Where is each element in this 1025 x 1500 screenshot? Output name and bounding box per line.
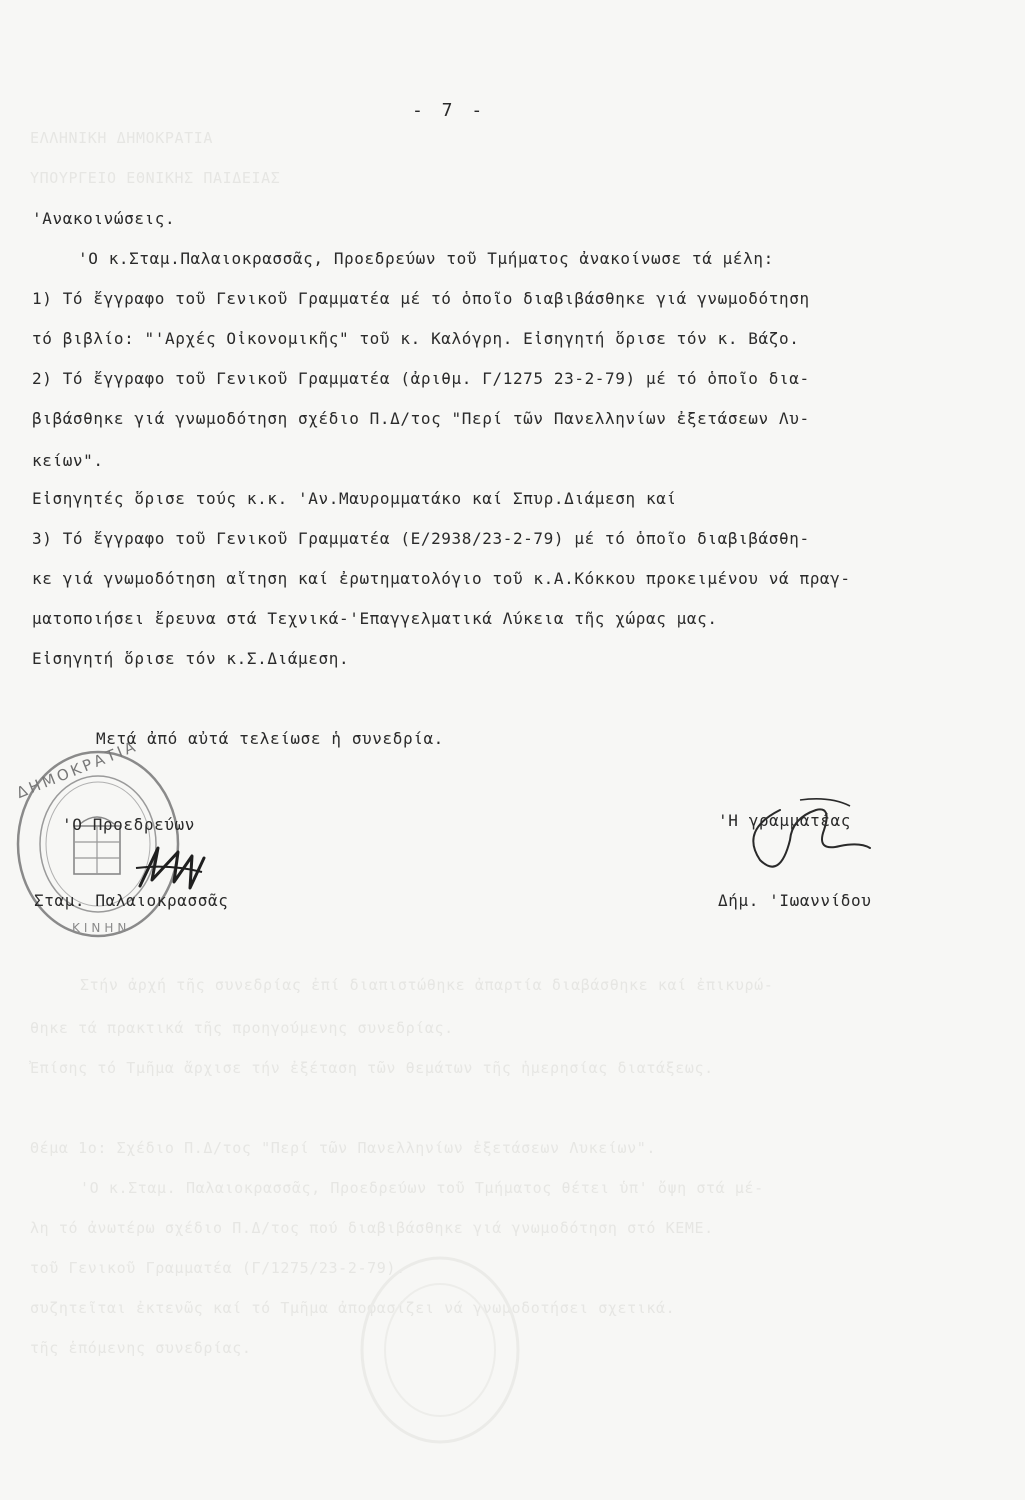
text-line: κε γιά γνωμοδότηση αἴτηση καί ἐρωτηματολόγιο τοῦ κ.Α.Κόκκου προκειμένου νά πραγ-: [32, 569, 851, 588]
secretary-signature-icon: [720, 790, 890, 890]
bleed-through: θηκε τά πρακτικά τῆς προηγούμενης συνεδρίας.: [30, 1019, 454, 1037]
text-line: βιβάσθηκε γιά γνωμοδότηση σχέδιο Π.Δ/τος "Περί τῶν Πανελληνίων ἐξετάσεων Λυ-: [32, 409, 810, 428]
secretary-title: 'Η γραμματέας: [718, 811, 852, 830]
svg-text:ΚΙΝΗΝ: ΚΙΝΗΝ: [72, 921, 131, 935]
bleed-through: λη τό ἀνωτέρω σχέδιο Π.Δ/τος πού διαβιβάσθηκε γιά γνωμοδότηση στό ΚΕΜΕ.: [30, 1219, 714, 1237]
secretary-name: Δήμ. 'Ιωαννίδου: [718, 891, 872, 910]
text-line: τό βιβλίο: "'Αρχές Οἰκονομικῆς" τοῦ κ. Καλόγρη. Εἰσηγητή ὅρισε τόν κ. Βάζο.: [32, 329, 800, 348]
presiding-name: Σταμ. Παλαιοκρασσᾶς: [34, 891, 229, 910]
text-line: κείων".: [32, 451, 104, 470]
bleed-through: συζητεῖται ἐκτενῶς καί τό Τμῆμα ἀποφασίζει νά γνωμοδοτήσει σχετικά.: [30, 1299, 676, 1317]
bleed-through: ΥΠΟΥΡΓΕΙΟ ΕΘΝΙΚΗΣ ΠΑΙΔΕΙΑΣ: [30, 169, 281, 187]
text-line: 1) Τό ἔγγραφο τοῦ Γενικοῦ Γραμματέα μέ τό ὁποῖο διαβιβάσθηκε γιά γνωμοδότηση: [32, 289, 810, 308]
bleed-through: τῆς ἑπόμενης συνεδρίας.: [30, 1339, 252, 1357]
page-number: - 7 -: [412, 100, 487, 121]
bleed-through: Στήν ἀρχή τῆς συνεδρίας ἐπί διαπιστώθηκε ἀπαρτία διαβάσθηκε καί ἐπικυρώ-: [80, 976, 774, 994]
presiding-signature-icon: [130, 838, 250, 898]
bleed-through: 'Ο κ.Σταμ. Παλαιοκρασσᾶς, Προεδρεύων τοῦ Τμήματος θέτει ὑπ' ὄψη στά μέ-: [80, 1179, 764, 1197]
bleed-through-seal: [355, 1250, 525, 1450]
bleed-through: Ἐπίσης τό Τμῆμα ἄρχισε τήν ἐξέταση τῶν θεμάτων τῆς ἡμερησίας διατάξεως.: [30, 1059, 714, 1077]
svg-text:ΔΗΜΟΚΡΑΤΙΑ: ΔΗΜΟΚΡΑΤΙΑ: [13, 736, 141, 802]
text-line: 2) Τό ἔγγραφο τοῦ Γενικοῦ Γραμματέα (ἀριθμ. Γ/1275 23-2-79) μέ τό ὁποῖο δια-: [32, 369, 810, 388]
text-line: Εἰσηγητή ὅρισε τόν κ.Σ.Διάμεση.: [32, 649, 350, 668]
bleed-through: τοῦ Γενικοῦ Γραμματέα (Γ/1275/23-2-79).: [30, 1259, 406, 1277]
presiding-title: 'Ο Προεδρεύων: [62, 815, 196, 834]
closing-line: Μετά ἀπό αὐτά τελείωσε ἡ συνεδρία.: [96, 729, 444, 748]
section-heading: 'Ανακοινώσεις.: [32, 209, 176, 228]
bleed-through: Θέμα 1ο: Σχέδιο Π.Δ/τος "Περί τῶν Πανελληνίων ἐξετάσεων Λυκείων".: [30, 1139, 656, 1157]
text-line: ματοποιήσει ἔρευνα στά Τεχνικά-'Επαγγελματικά Λύκεια τῆς χώρας μας.: [32, 609, 718, 628]
bleed-through: ΕΛΛΗΝΙΚΗ ΔΗΜΟΚΡΑΤΙΑ: [30, 129, 213, 147]
text-line: Εἰσηγητές ὅρισε τούς κ.κ. 'Αν.Μαυρομματάκο καί Σπυρ.Διάμεση καί: [32, 489, 677, 508]
text-line: 3) Τό ἔγγραφο τοῦ Γενικοῦ Γραμματέα (Ε/2938/23-2-79) μέ τό ὁποῖο διαβιβάσθη-: [32, 529, 810, 548]
text-line: 'Ο κ.Σταμ.Παλαιοκρασσᾶς, Προεδρεύων τοῦ Τμήματος ἀνακοίνωσε τά μέλη:: [78, 249, 774, 268]
